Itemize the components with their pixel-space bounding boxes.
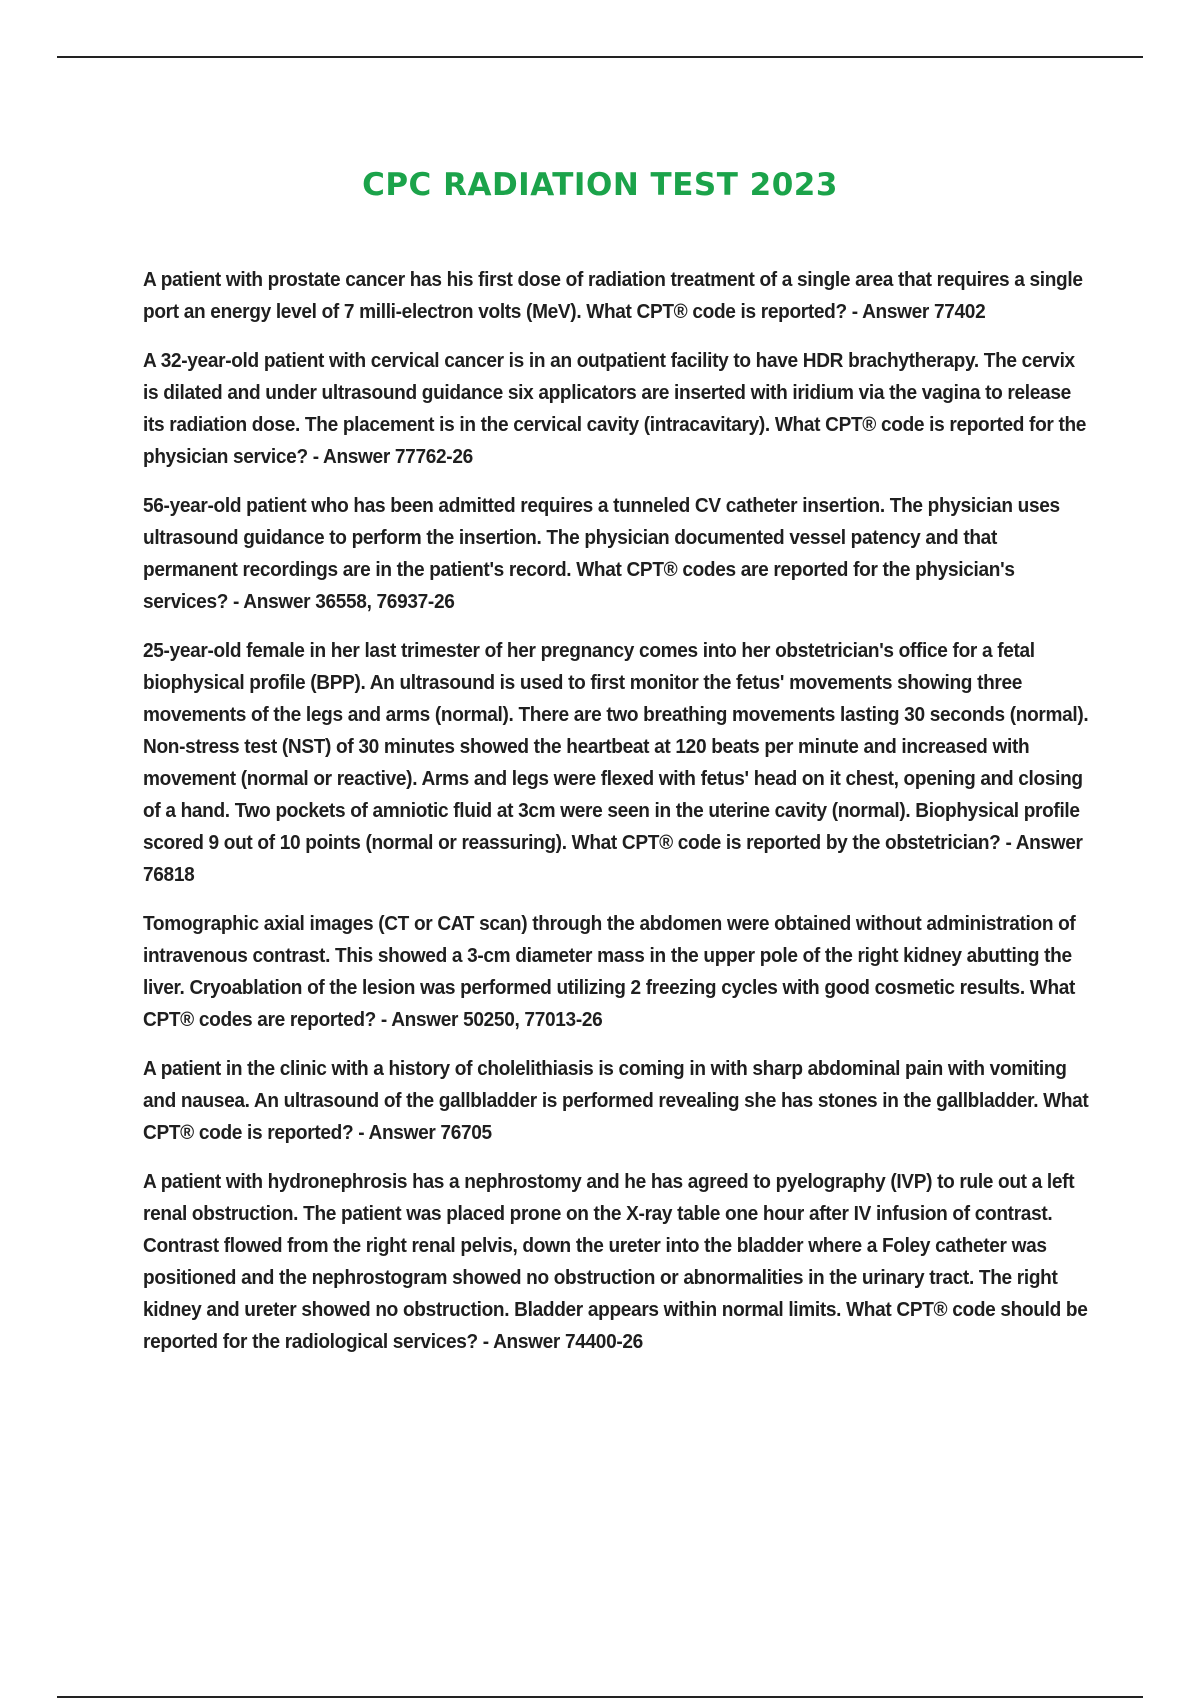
question-item-3: 56-year-old patient who has been admitted requires a tunneled CV catheter insertion. The physician uses ultrasound guidance to perform the insertion. The physician documented vessel patency and that permanent recordings are in the patient's record. What CPT® codes are reported for the physician's services? - Answer 36558, 76937-26 <box>143 494 1060 613</box>
bottom-rule <box>57 1696 1143 1698</box>
question-list <box>143 264 1093 1375</box>
question-item-1: A patient with prostate cancer has his first dose of radiation treatment of a single area that requires a single port an energy level of 7 milli-electron volts (MeV). What CPT® code is reported? - Answer 77402 <box>143 268 1083 323</box>
page-title: CPC RADIATION TEST 2023 <box>362 166 838 203</box>
question-item-7: A patient with hydronephrosis has a nephrostomy and he has agreed to pyelography (IVP) to rule out a left renal obstruction. The patient was placed prone on the X-ray table one hour after IV infusion of contrast. Contrast flowed from the right renal pelvis, down the ureter into the bladder where a Foley catheter was positioned and the nephrostogram showed no obstruction or abnormalities in the urinary tract. The right kidney and ureter showed no obstruction. Bladder appears within normal limits. What CPT® code should be reported for the radiological services? - Answer 74400-26 <box>143 1170 1088 1353</box>
question-item-6: A patient in the clinic with a history of cholelithiasis is coming in with sharp abdominal pain with vomiting and nausea. An ultrasound of the gallbladder is performed revealing she has stones in the gallbladder. What CPT® code is reported? - Answer 76705 <box>143 1057 1089 1144</box>
question-item-5: Tomographic axial images (CT or CAT scan) through the abdomen were obtained without administration of intravenous contrast. This showed a 3-cm diameter mass in the upper pole of the right kidney abutting the liver. Cryoablation of the lesion was performed utilizing 2 freezing cycles with good cosmetic results. What CPT® codes are reported? - Answer 50250, 77013-26 <box>143 912 1076 1031</box>
question-item-4: 25-year-old female in her last trimester of her pregnancy comes into her obstetrician's office for a fetal biophysical profile (BPP). An ultrasound is used to first monitor the fetus' movements showing three movements of the legs and arms (normal). There are two breathing movements lasting 30 seconds (normal). Non-stress test (NST) of 30 minutes showed the heartbeat at 120 beats per minute and increased with movement (normal or reactive). Arms and legs were flexed with fetus' head on it chest, opening and closing of a hand. Two pockets of amniotic fluid at 3cm were seen in the uterine cavity (normal). Biophysical profile scored 9 out of 10 points (normal or reassuring). What CPT® code is reported by the obstetrician? - Answer 76818 <box>143 639 1089 886</box>
question-item-2: A 32-year-old patient with cervical cancer is in an outpatient facility to have HDR brachytherapy. The cervix is dilated and under ultrasound guidance six applicators are inserted with iridium via the vagina to release its radiation dose. The placement is in the cervical cavity (intracavitary). What CPT® code is reported for the physician service? - Answer 77762-26 <box>143 349 1087 468</box>
top-rule <box>57 56 1143 58</box>
